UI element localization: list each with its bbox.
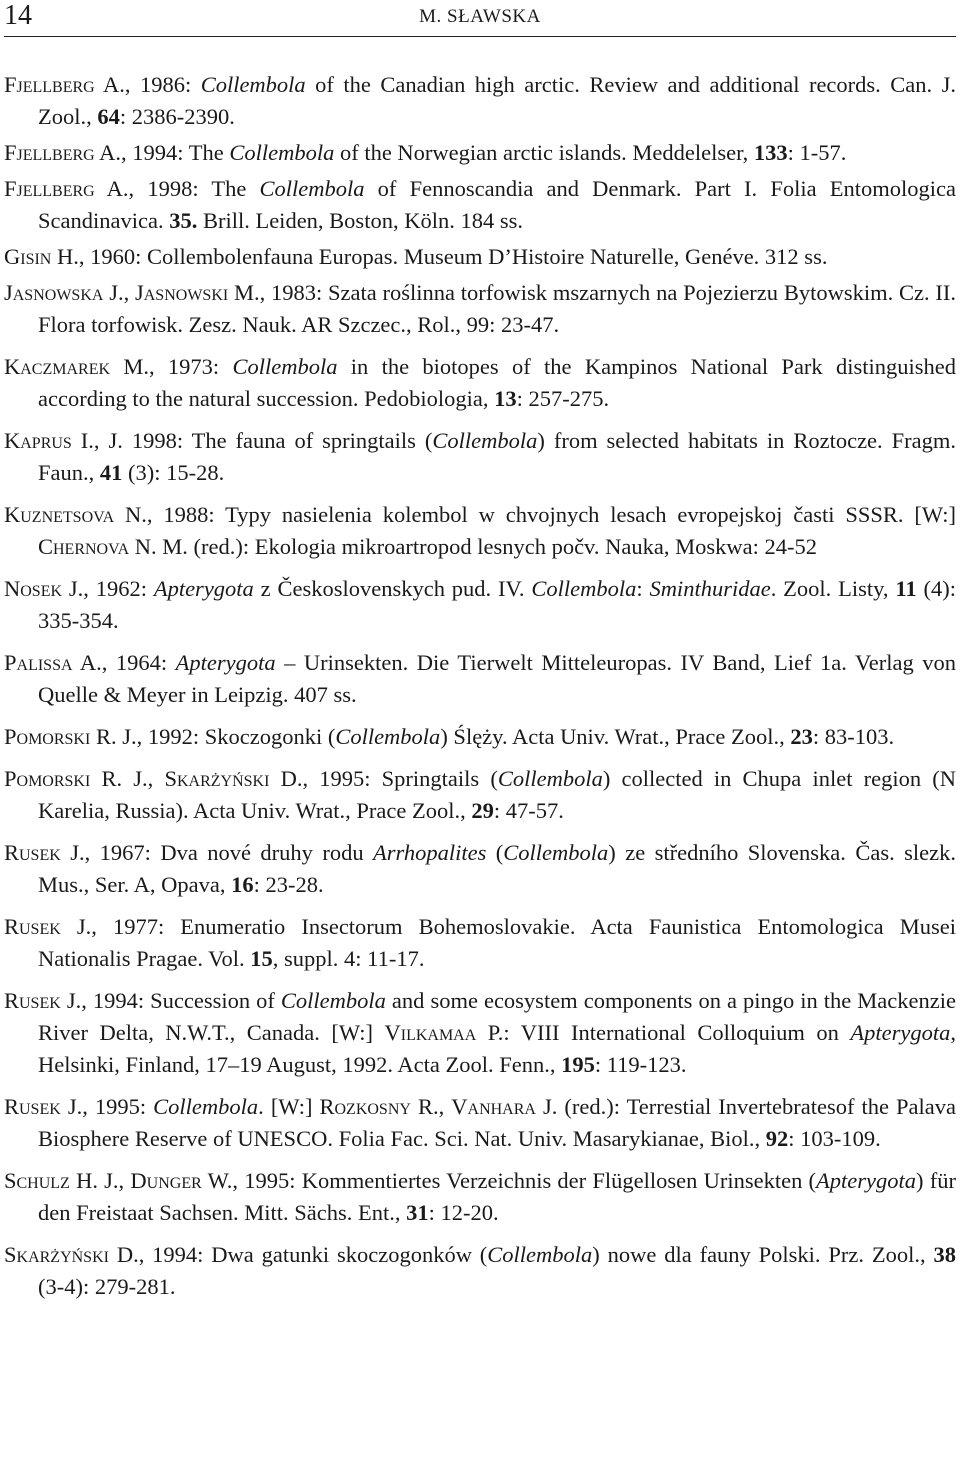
author-name: Jasnowska — [4, 280, 104, 305]
reference-entry — [4, 137, 956, 169]
author-name: Rusek — [4, 914, 61, 939]
author-name: Skarżyński — [164, 766, 270, 791]
reference-text: P.: VIII International Colloquium on — [476, 1020, 851, 1045]
reference-text: 15 — [250, 946, 273, 971]
reference-text: 11 — [895, 576, 917, 601]
reference-text: ) ze středního Slovenska. Čas. slezk. Mus., Ser. A, Opava, — [38, 840, 956, 897]
reference-text: Collembola — [153, 1094, 259, 1119]
reference-text: : — [636, 576, 650, 601]
reference-text: ) nowe dla fauny Polski. Prz. Zool., — [592, 1242, 934, 1267]
page-header — [4, 0, 956, 37]
author-name: Skarżyński — [4, 1242, 109, 1267]
reference-text: D., 1994: Dwa gatunki skoczogonków ( — [108, 1242, 488, 1267]
reference-entry — [4, 351, 956, 415]
reference-text: 23 — [790, 724, 813, 749]
reference-text: J., 1962: — [62, 576, 154, 601]
reference-text: J. (red.): Terrestial Invertebratesof the Palava Biosphere Reserve of UNESCO. Folia Fac. Sci. Nat. Univ. Masarykianae, Biol., — [38, 1094, 956, 1151]
reference-entry — [4, 573, 956, 637]
reference-entry — [4, 763, 956, 827]
reference-text: Brill. Leiden, Boston, Köln. 184 ss. — [197, 208, 523, 233]
author-name: Pomorski — [4, 766, 91, 791]
author-name: Dunger — [130, 1168, 202, 1193]
reference-entry — [4, 173, 956, 237]
reference-text: : 103-109. — [788, 1126, 881, 1151]
reference-entry — [4, 499, 956, 563]
author-name: Kaczmarek — [4, 354, 111, 379]
reference-text: M., 1983: Szata roślinna torfowisk mszarnych na Pojezierzu Bytowskim. Cz. II. Flora torfowisk. Zesz. Nauk. AR Szczec., Rol., 99: 23-47. — [38, 280, 956, 337]
reference-text: ( — [486, 840, 504, 865]
author-name: Palissa — [4, 650, 73, 675]
reference-text: Collembola — [200, 72, 306, 97]
author-name: Rozkosny — [319, 1094, 411, 1119]
reference-text: Collembola — [432, 428, 538, 453]
reference-text: : 47-57. — [493, 798, 564, 823]
author-name: Gisin — [4, 244, 52, 269]
reference-entry — [4, 721, 956, 753]
reference-text: 35. — [169, 208, 198, 233]
reference-entry — [4, 1239, 956, 1303]
reference-text: J., 1995: — [60, 1094, 154, 1119]
reference-text: Apterygota — [153, 576, 254, 601]
reference-text: , suppl. 4: 11-17. — [272, 946, 425, 971]
reference-text: Collembola — [232, 354, 338, 379]
reference-text: N., 1988: Typy nasielenia kolembol w chvojnych lesach evropejskoj časti SSSR. [W:] — [114, 502, 956, 527]
reference-text: R. J., — [90, 766, 165, 791]
reference-text: : 2386-2390. — [119, 104, 235, 129]
reference-text: Apterygota — [816, 1168, 917, 1193]
reference-text: 29 — [471, 798, 494, 823]
reference-text: N. M. (red.): Ekologia mikroartropod lesnych počv. Nauka, Moskwa: 24-52 — [129, 534, 817, 559]
reference-entry — [4, 1165, 956, 1229]
author-name: Rusek — [4, 1094, 61, 1119]
reference-text: I., J. 1998: The fauna of springtails ( — [71, 428, 433, 453]
reference-text: A., 1998: The — [94, 176, 260, 201]
page-number: 14 — [4, 0, 32, 31]
reference-text: J., 1977: Enumeratio Insectorum Bohemoslovakie. Acta Faunistica Entomologica Musei Nationalis Pragae. Vol. — [38, 914, 956, 971]
reference-text: 133 — [753, 140, 788, 165]
reference-text: J., 1967: Dva nové druhy rodu — [60, 840, 374, 865]
author-name: Kaprus — [4, 428, 72, 453]
reference-text: ) collected in Chupa inlet region (N Karelia, Russia). Acta Univ. Wrat., Prace Zool., — [38, 766, 956, 823]
reference-text: J., — [103, 280, 135, 305]
reference-text: A., 1994: The — [94, 140, 230, 165]
author-name: Fjellberg — [4, 176, 95, 201]
reference-text: (3): 15-28. — [122, 460, 225, 485]
author-name: Rusek — [4, 988, 61, 1013]
reference-entry — [4, 277, 956, 341]
reference-text: Collembola — [335, 724, 441, 749]
reference-text: R. J., 1992: Skoczogonki ( — [90, 724, 336, 749]
reference-text: , Helsinki, Finland, 17–19 August, 1992. Acta Zool. Fenn., — [38, 1020, 956, 1077]
reference-text: ) für den Freistaat Sachsen. Mitt. Sächs. Ent., — [38, 1168, 956, 1225]
reference-text: 92 — [765, 1126, 789, 1151]
reference-text: 41 — [99, 460, 123, 485]
reference-text: A., 1964: — [72, 650, 176, 675]
reference-text: 64 — [97, 104, 120, 129]
reference-text: Apterygota — [850, 1020, 951, 1045]
reference-text: : 12-20. — [428, 1200, 499, 1225]
reference-text: (3-4): 279-281. — [38, 1274, 176, 1299]
reference-text: . Zool. Listy, — [770, 576, 896, 601]
author-name: Kuznetsova — [4, 502, 115, 527]
reference-text: Arrhopalites — [373, 840, 487, 865]
reference-text: Collembola — [229, 140, 335, 165]
reference-entry — [4, 837, 956, 901]
author-name: Fjellberg — [4, 72, 95, 97]
reference-text: z Československych pud. IV. — [253, 576, 532, 601]
author-name: Vilkamaa — [384, 1020, 477, 1045]
reference-text: H. J., — [69, 1168, 131, 1193]
reference-text: 38 — [933, 1242, 956, 1267]
reference-text: 16 — [231, 872, 254, 897]
author-name: Nosek — [4, 576, 63, 601]
reference-text: Collembola — [487, 1242, 593, 1267]
author-name: Jasnowski — [135, 280, 229, 305]
reference-text: and some ecosystem components on a pingo in the Mackenzie River Delta, N.W.T., Canada. [W:] — [38, 988, 956, 1045]
reference-text: Collembola — [280, 988, 386, 1013]
reference-text: 31 — [406, 1200, 429, 1225]
reference-text: H., 1960: Collembolenfauna Europas. Museum D’Histoire Naturelle, Genéve. 312 ss. — [51, 244, 828, 269]
reference-text: of Fennoscandia and Denmark. Part I. Folia Entomologica Scandinavica. — [38, 176, 956, 233]
reference-text: M., 1973: — [110, 354, 233, 379]
reference-text: 195 — [561, 1052, 595, 1077]
author-name: Rusek — [4, 840, 61, 865]
reference-text: D., 1995: Springtails ( — [269, 766, 498, 791]
reference-entry — [4, 69, 956, 133]
author-name: Vanhara — [451, 1094, 536, 1119]
reference-entry — [4, 1091, 956, 1155]
reference-text: : 83-103. — [812, 724, 895, 749]
author-name: Schulz — [4, 1168, 70, 1193]
reference-text: ) from selected habitats in Roztocze. Fragm. Faun., — [38, 428, 956, 485]
reference-text: ) Ślęży. Acta Univ. Wrat., Prace Zool., — [440, 724, 791, 749]
reference-text: J., 1994: Succession of — [60, 988, 281, 1013]
reference-text: A., 1986: — [94, 72, 201, 97]
author-name: Fjellberg — [4, 140, 95, 165]
running-head: M. SŁAWSKA — [419, 6, 541, 27]
reference-text: Sminthuridae — [649, 576, 771, 601]
reference-text: . [W:] — [258, 1094, 320, 1119]
reference-text: Collembola — [259, 176, 365, 201]
reference-text: : 119-123. — [594, 1052, 687, 1077]
reference-text: 13 — [494, 386, 517, 411]
reference-text: Apterygota — [175, 650, 276, 675]
reference-entry — [4, 425, 956, 489]
reference-text: : 257-275. — [516, 386, 610, 411]
reference-text: (4): 335-354. — [38, 576, 956, 633]
reference-text: Collembola — [503, 840, 609, 865]
reference-text: Collembola — [531, 576, 637, 601]
reference-text: R., — [410, 1094, 452, 1119]
author-name: Pomorski — [4, 724, 91, 749]
reference-entry — [4, 647, 956, 711]
reference-entry — [4, 985, 956, 1081]
reference-entry — [4, 241, 956, 273]
reference-list — [4, 69, 956, 1313]
reference-entry — [4, 911, 956, 975]
reference-text: in the biotopes of the Kampinos National Park distinguished according to the natural succession. Pedobiologia, — [38, 354, 956, 411]
reference-text: : 1-57. — [787, 140, 847, 165]
reference-text: of the Canadian high arctic. Review and additional records. Can. J. Zool., — [38, 72, 956, 129]
reference-text: of the Norwegian arctic islands. Meddelelser, — [334, 140, 754, 165]
reference-text: : 23-28. — [253, 872, 324, 897]
reference-text: Collembola — [497, 766, 603, 791]
author-name: Chernova — [38, 534, 130, 559]
reference-text: W., 1995: Kommentiertes Verzeichnis der Flügellosen Urinsekten ( — [201, 1168, 817, 1193]
reference-text: – Urinsekten. Die Tierwelt Mitteleuropas. IV Band, Lief 1a. Verlag von Quelle & Meyer in Leipzig. 407 ss. — [38, 650, 956, 707]
